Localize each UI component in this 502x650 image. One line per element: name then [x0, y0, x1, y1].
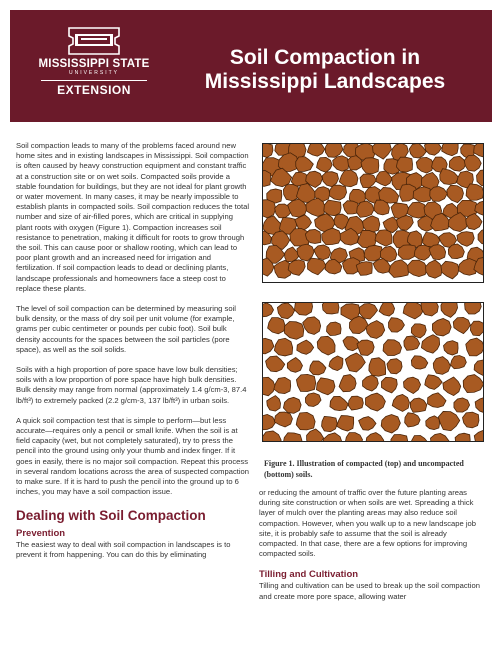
soil-particle [448, 244, 464, 259]
soil-particle [359, 303, 377, 318]
soil-particle [361, 158, 379, 174]
body-paragraph: Soil compaction leads to many of the problems faced around new home sites and in existing landscapes in Mississippi. Soil compaction is often caused by heavy construction equipment and constant traffic at a construction site or on wet soils. Compacted soils provide a stable foundation for buildings, but they are not ideal for plant growth or water movement. In many cases, it may be nearly impossible to establish plants in compacted soils. Soil compaction reduces the total number and size of air-filled pores, which are critical in supplying plant roots with oxygen (Figure 1). Compaction increases soil resistance to penetration, making it difficult for roots to grow through the soil. This can cause poor or shallow rooting, which can lead to poor plant growth and an increased need for irrigation and fertilization. If soil compaction leads to dead or declining plants, landscape professionals and homeowners face a steep cost to replace these plants. [16, 141, 249, 293]
soil-particle [457, 232, 474, 247]
soil-particle [375, 230, 392, 246]
soil-particle [262, 303, 274, 317]
soil-particle [366, 433, 384, 442]
soil-particle [345, 353, 365, 372]
soil-particle [408, 260, 428, 276]
soil-particle [438, 411, 459, 430]
msu-extension-logo [36, 24, 152, 97]
soil-particle [348, 396, 363, 410]
soil-particle [317, 157, 333, 172]
body-paragraph: or reducing the amount of traffic over the future planting areas during site construction or when soils are wet. Spreading a thick layer of mulch over the planting areas may also reduce soil compaction. However, when you walk up to a new landscape job site, it is probably safe to assume that the soil is already compacted. In that case, there are a few options for improving compacted soils. [259, 488, 476, 559]
soil-particle [407, 202, 427, 218]
soil-particle [416, 157, 433, 173]
section-heading: Dealing with Soil Compaction [16, 507, 206, 523]
soil-particle [307, 429, 324, 442]
soil-particle [296, 412, 315, 429]
soil-particle [470, 321, 484, 336]
soil-particle [440, 169, 459, 185]
soil-particle [411, 356, 427, 369]
soil-particle [475, 397, 484, 413]
soil-particle [465, 302, 482, 314]
soil-particle [432, 318, 451, 335]
soil-particle [474, 430, 484, 442]
soil-particle [381, 414, 400, 433]
soil-particle [337, 416, 354, 431]
banner-background [10, 10, 492, 122]
soil-particle [429, 245, 446, 260]
soil-particle [283, 184, 299, 201]
soil-particle [466, 338, 484, 356]
soil-particle [326, 322, 341, 335]
soil-particle [459, 259, 477, 276]
soil-particle [428, 393, 447, 408]
uncompacted-soil-illustration [262, 302, 484, 442]
soil-particle [297, 340, 314, 354]
soil-particle [388, 318, 404, 332]
soil-particle [410, 398, 426, 412]
soil-particle [441, 261, 459, 279]
soil-particle [453, 317, 470, 333]
soil-particle [478, 228, 484, 245]
soil-particle [455, 433, 470, 442]
soil-particle [317, 336, 335, 355]
logo-extension-word: EXTENSION [57, 83, 131, 97]
soil-particle [294, 302, 312, 315]
soil-particle [447, 185, 464, 202]
soil-particle [262, 377, 275, 396]
soil-particle [405, 413, 420, 427]
body-paragraph: A quick soil compaction test that is simple to perform—but less accurate—requires only a pencil or small knife. When the soil is at field capacity (wet, but not completely saturated), try to press the pencil into the ground using only your thumb and index finger. If it goes in easily, there is no major soil compaction. Repeat this process in several random locations across the area of suspected compaction to make sure. If it is hard to push the pencil into the ground up to 6 inches, you may have a soil compaction issue. [16, 415, 249, 497]
soil-particle [339, 375, 356, 392]
soil-particle [268, 318, 285, 334]
soil-particle [411, 324, 426, 338]
soil-particle [426, 260, 443, 278]
compacted-soil-illustration [262, 143, 484, 283]
soil-particle [360, 174, 376, 188]
soil-particle [310, 361, 326, 375]
soil-particle [463, 412, 479, 428]
soil-particle [296, 157, 314, 172]
soil-particle [466, 184, 484, 200]
soil-particle [329, 356, 343, 371]
soil-particle [363, 216, 380, 232]
soil-particle [379, 302, 394, 316]
soil-particle [392, 394, 409, 411]
soil-particle [357, 340, 374, 355]
title-line-2: Mississippi Landscapes [204, 70, 446, 93]
soil-particle [389, 260, 410, 278]
right-column [259, 488, 487, 612]
soil-particle [296, 374, 315, 391]
title-line-1: Soil Compaction in [229, 46, 421, 69]
figure-caption: Figure 1. Illustration of compacted (top) and uncompacted (bottom) soils. [264, 459, 464, 479]
soil-particle [277, 303, 294, 319]
soil-particle [366, 321, 385, 339]
soil-particle [322, 172, 338, 187]
logo-university-name: MISSISSIPPI STATE [38, 58, 150, 70]
soil-particle [323, 433, 342, 442]
soil-particle [381, 377, 397, 392]
soil-particle [262, 431, 281, 442]
soil-particle [274, 338, 292, 356]
soil-particle [433, 357, 450, 375]
soil-particle [404, 336, 420, 350]
soil-particle [383, 340, 402, 356]
body-paragraph: Soils with a high proportion of pore space have low bulk densities; soils with a low proportion of pore space have high bulk densities. Bulk density may range from normal (approximately 1.4 g/cm-3, 87.4 lb/ft³) to extremely packed (2.2 g/cm-3, 137 lb/ft³) in urban soils. [16, 365, 247, 405]
soil-particle [322, 416, 338, 431]
soil-particle [333, 156, 349, 171]
soil-particle [363, 375, 379, 391]
soil-particle [442, 143, 458, 156]
figure-1 [262, 143, 484, 442]
soil-particle [262, 414, 276, 429]
soil-particle [387, 359, 402, 374]
soil-particle [443, 377, 461, 396]
soil-particle [305, 393, 321, 407]
soil-particle [339, 170, 358, 187]
soil-particle [267, 396, 281, 412]
soil-particle [283, 433, 302, 442]
soil-particle [421, 302, 438, 316]
soil-particle [441, 302, 458, 317]
soil-particle [410, 435, 428, 442]
soil-particle [430, 186, 448, 201]
soil-particle [262, 200, 276, 218]
soil-particle [307, 143, 325, 156]
soil-particle [274, 377, 291, 393]
soil-particle [287, 358, 302, 373]
soil-particle [262, 143, 273, 157]
soil-particle [314, 245, 331, 260]
soil-particle [316, 378, 335, 395]
soil-particle [343, 201, 359, 214]
soil-particle [262, 170, 271, 186]
soil-particle [443, 341, 458, 355]
soil-particle [398, 245, 416, 259]
soil-particle [369, 358, 386, 377]
soil-particle [474, 360, 484, 375]
soil-particle [262, 338, 274, 354]
body-paragraph: The easiest way to deal with soil compaction in landscapes is to prevent it from happening. You can do this by eliminating [16, 539, 231, 559]
subsection-heading: Tilling and Cultivation [259, 569, 359, 581]
page-title [160, 46, 490, 94]
soil-particle [454, 398, 470, 412]
soil-particle [450, 356, 466, 369]
soil-particle [403, 377, 420, 393]
soil-particle [356, 262, 372, 276]
logo-university-word: UNIVERSITY [68, 70, 119, 76]
soil-particle [424, 143, 441, 155]
soil-particle [308, 258, 327, 275]
soil-particle [477, 170, 485, 186]
soil-particle [373, 143, 392, 159]
soil-particle [330, 396, 348, 410]
soil-particle [303, 317, 321, 335]
soil-particle [426, 416, 440, 430]
left-column [16, 141, 249, 570]
soil-particle [266, 356, 285, 372]
soil-particle [425, 375, 442, 390]
soil-particle [430, 433, 448, 442]
soil-particle [474, 143, 484, 157]
soil-particle [325, 143, 343, 157]
soil-particle [464, 155, 481, 171]
subsection-heading: Prevention [16, 527, 66, 539]
header-banner [0, 0, 502, 128]
soil-particle [449, 156, 466, 171]
soil-particle [391, 434, 408, 442]
body-paragraph: The level of soil compaction can be determined by measuring soil bulk density, or the mass of dry soil per unit volume (for example, grams per cubic centimeter or pounds per cubic foot). Soil bulk density accounts for the spaces between the soil particles (pore space), as well as the soil solids. [16, 304, 236, 354]
soil-particle [463, 375, 484, 393]
state-shield-icon [65, 24, 123, 56]
soil-particle [284, 322, 303, 340]
soil-particle [345, 433, 362, 442]
soil-particle [396, 157, 412, 172]
soil-particle [274, 412, 292, 427]
body-paragraph: Tilling and cultivation can be used to break up the soil compaction and create more pore space, allowing water [259, 581, 480, 601]
soil-particle [359, 417, 376, 431]
soil-particle [329, 185, 346, 200]
soil-particle [409, 143, 426, 158]
logo-divider [41, 80, 147, 81]
soil-particle [366, 393, 386, 411]
soil-particle [322, 302, 339, 314]
soil-particle [283, 397, 301, 413]
soil-particle [421, 335, 439, 354]
